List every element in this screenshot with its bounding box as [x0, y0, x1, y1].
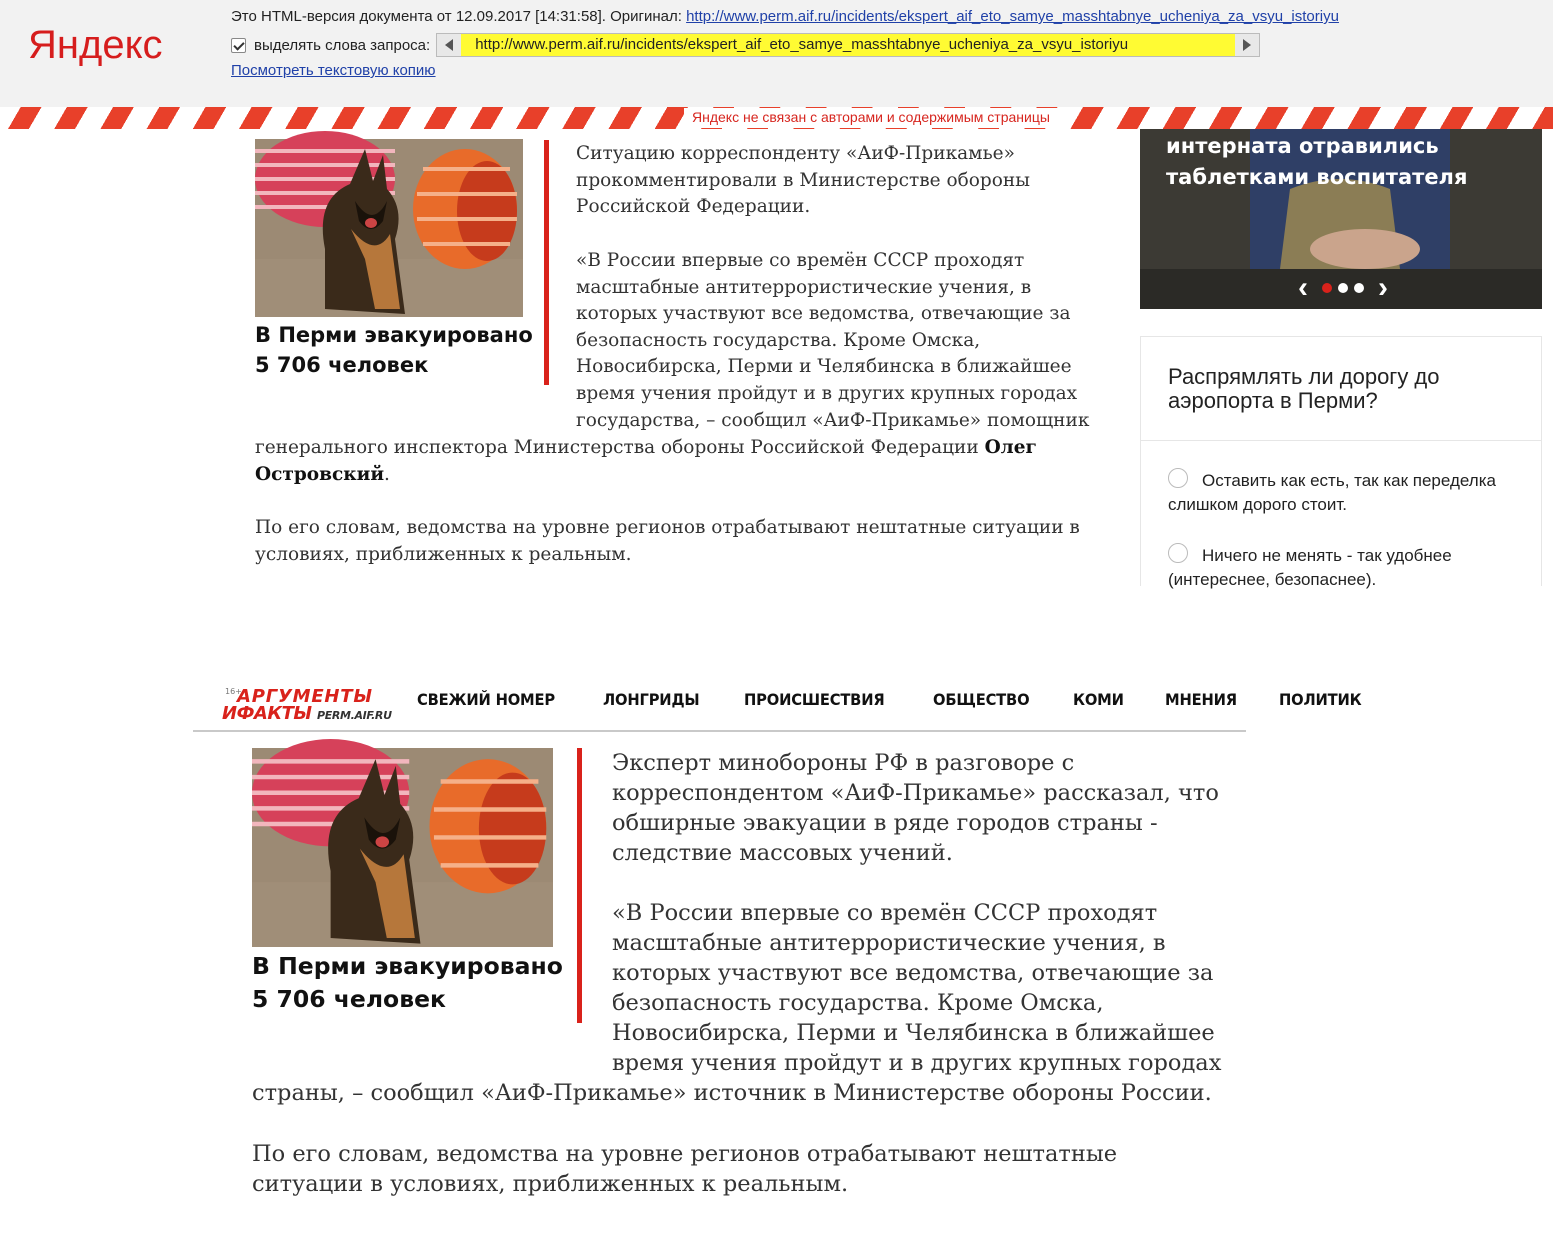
related-caption-line2: 5 706 человек	[252, 985, 446, 1013]
chevron-right-icon[interactable]: ›	[1378, 271, 1388, 304]
nav-item-politics[interactable]: ПОЛИТИК	[1278, 690, 1362, 709]
related-caption[interactable]	[252, 950, 572, 1016]
nav-menu	[417, 690, 1362, 709]
article-paragraph: По его словам, ведомства на уровне регионов отрабатывают нештатные ситуации в условиях, приближенных к реальным.	[252, 1141, 1118, 1197]
article-quote-tail	[255, 435, 1115, 488]
related-caption-line1: В Перми эвакуировано	[252, 952, 563, 980]
nav-item-longreads[interactable]: ЛОНГРИДЫ	[602, 690, 700, 709]
related-caption[interactable]	[255, 320, 545, 380]
slider-title[interactable]: интерната отравились таблетками воспитателя	[1166, 134, 1468, 189]
nav-item-fresh-issue[interactable]: СВЕЖИЙ НОМЕР	[417, 690, 555, 709]
site-navigation	[193, 670, 1362, 732]
article-paragraph: Эксперт минобороны РФ в разговоре с корреспондентом «АиФ-Прикамье» рассказал, что обширные эвакуации в ряде городов страны - следствие массовых учений.	[612, 750, 1219, 866]
article-quote: «В России впервые со времён СССР проходят масштабные антитеррористические учения, в которых участвуют все ведомства, отвечающие за безопасность государства. Кроме Омска, Новосибирска, Перми и Челябинска в ближайшее время учения пройдут и в других крупных городах	[576, 250, 1078, 404]
quote-bar	[544, 140, 549, 385]
poll-widget	[1140, 336, 1542, 589]
highlight-url-box	[436, 33, 1260, 57]
article-paragraph: Ситуацию корреспонденту «АиФ-Прикамье» прокомментировали в Министерстве обороны Российской Федерации.	[576, 143, 1030, 217]
highlight-row	[231, 33, 1260, 57]
dog-photo[interactable]	[252, 748, 553, 947]
article-quote: «В России впервые со времён СССР проходят масштабные антитеррористические учения, в которых участвуют все ведомства, отвечающие за безопасность государства. Кроме Омска, Новосибирска, Перми и Челябинска в ближайшее время учения пройдут и в других крупных городах	[612, 900, 1222, 1076]
aif-logo[interactable]	[217, 682, 397, 722]
dog-photo[interactable]	[255, 139, 523, 317]
poll-question: Распрямлять ли дорогу до аэропорта в Перми?	[1141, 337, 1541, 441]
nav-item-komi[interactable]: КОМИ	[1073, 690, 1125, 709]
news-slider[interactable]	[1140, 129, 1542, 309]
nav-item-incidents[interactable]: ПРОИСШЕСТВИЯ	[743, 690, 885, 709]
highlight-label: выделять слова запроса:	[254, 36, 431, 54]
article-paragraph: По его словам, ведомства на уровне регионов отрабатывают нештатные ситуации в условиях, приближенных к реальным.	[255, 517, 1080, 565]
svg-text:ИФАКТЫ: ИФАКТЫ	[222, 703, 312, 724]
svg-text:Яндекс: Яндекс	[28, 23, 163, 67]
next-match-arrow-icon[interactable]	[1235, 34, 1259, 56]
quote-tail-end: .	[384, 463, 390, 485]
article-quote-tail: страны, – сообщил «АиФ-Прикамье» источник в Министерстве обороны России.	[252, 1080, 1212, 1106]
dog-photo-image	[255, 139, 523, 317]
text-copy-link[interactable]: Посмотреть текстовую копию	[231, 62, 436, 79]
cache-info	[231, 8, 1339, 25]
highlight-url[interactable]: http://www.perm.aif.ru/incidents/ekspert_aif_eto_samye_masshtabnye_ucheniya_za_vsyu_istoriyu	[461, 34, 1235, 56]
cache-info-text: Это HTML-версия документа от 12.09.2017 [14:31:58]. Оригинал:	[231, 8, 687, 25]
svg-text:АРГУМЕНТЫ: АРГУМЕНТЫ	[237, 686, 372, 707]
highlight-checkbox[interactable]	[231, 38, 246, 53]
related-caption-line2: 5 706 человек	[255, 353, 429, 377]
yandex-logo[interactable]	[28, 20, 168, 68]
poll-option[interactable]: Ничего не менять - так удобнее (интереснее, безопаснее).	[1168, 546, 1452, 589]
nav-item-society[interactable]: ОБЩЕСТВО	[932, 690, 1029, 709]
chevron-left-icon[interactable]: ‹	[1298, 271, 1308, 304]
svg-text:PERM.AIF.RU: PERM.AIF.RU	[317, 709, 392, 722]
slider-dot[interactable]	[1354, 283, 1364, 293]
original-url-link[interactable]: http://www.perm.aif.ru/incidents/ekspert_aif_eto_samye_masshtabnye_ucheniya_za_vsyu_istoriyu	[686, 8, 1339, 25]
quote-tail-text: генерального инспектора Министерства обороны Российской Федерации	[255, 437, 985, 458]
prev-match-arrow-icon[interactable]	[437, 34, 461, 56]
related-caption-line1: В Перми эвакуировано	[255, 323, 533, 347]
dog-photo-image	[252, 748, 553, 947]
quote-bar	[577, 748, 582, 1023]
nav-item-opinions[interactable]: МНЕНИЯ	[1164, 690, 1237, 709]
slider-dot[interactable]	[1338, 283, 1348, 293]
article-quote-cont: государства, – сообщил «АиФ-Прикамье» помощник	[576, 410, 1090, 431]
quote-author: Олег Островский	[255, 437, 1037, 485]
text-copy-row	[231, 62, 436, 79]
yandex-cache-header	[0, 0, 1553, 107]
slider-dot[interactable]	[1322, 283, 1332, 293]
slider-nav	[1290, 271, 1396, 304]
svg-text:16+: 16+	[225, 687, 242, 696]
yandex-disclaimer: Яндекс не связан с авторами и содержимым страницы	[684, 108, 1058, 128]
poll-option[interactable]: Оставить как есть, так как переделка слишком дорого стоит.	[1168, 471, 1496, 514]
